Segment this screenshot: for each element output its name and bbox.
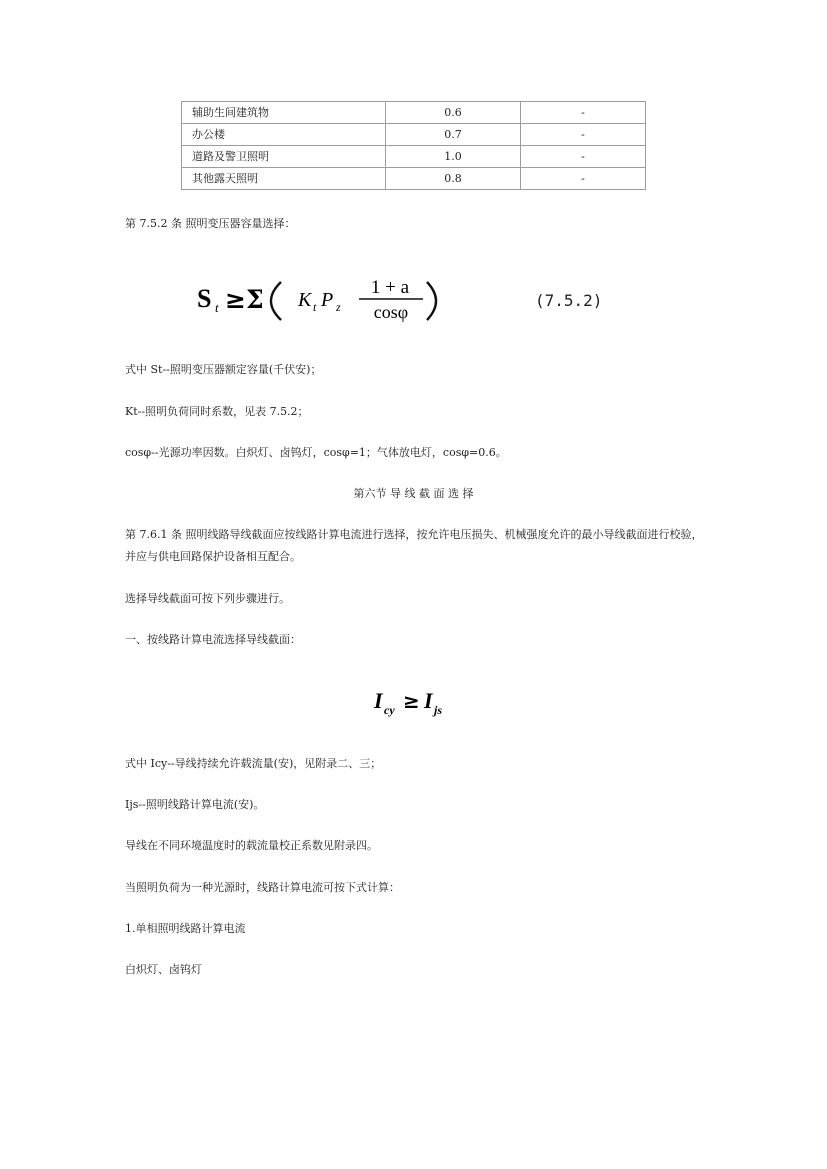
equation-number: (7.5.2) (535, 291, 603, 310)
table-row (182, 168, 646, 190)
formula-i1-subscript: cy (384, 703, 395, 717)
table-cell-extra: - (521, 168, 646, 190)
coefficient-table-body (182, 102, 646, 190)
table-cell-name: 辅助生间建筑物 (182, 102, 386, 124)
item-1: 1.单相照明线路计算电流 (125, 922, 246, 935)
formula-p-symbol: P (321, 289, 334, 311)
table-cell-name: 道路及警卫照明 (182, 146, 386, 168)
formula-relation: ≥Σ (225, 285, 264, 314)
coefficient-table (181, 101, 646, 190)
table-cell-extra: - (521, 146, 646, 168)
table-cell-name: 办公楼 (182, 124, 386, 146)
definition-kt: Kt--照明负荷同时系数，见表 7.5.2； (125, 405, 309, 418)
formula-7-5-2 (195, 268, 455, 328)
formula-i2-symbol: I (424, 688, 433, 713)
table-row (182, 102, 646, 124)
definition-cos: cosφ--光源功率因数。白炽灯、卤钨灯，cosφ=1；气体放电灯，cosφ=0.6。 (125, 446, 507, 459)
table-cell-value: 1.0 (386, 146, 521, 168)
table-cell-value: 0.7 (386, 124, 521, 146)
formula-p-subscript: z (336, 300, 341, 314)
article-7-5-2: 第 7.5.2 条 照明变压器容量选择： (125, 217, 296, 230)
lamp-type: 白炽灯、卤钨灯 (125, 963, 202, 976)
formula-denominator: cosφ (373, 302, 409, 322)
table-row (182, 146, 646, 168)
single-source-note: 当照明负荷为一种光源时，线路计算电流可按下式计算： (125, 881, 400, 894)
formula-i2-subscript: js (434, 703, 443, 717)
formula-s-symbol: S (197, 284, 212, 313)
section-title: 第六节 导 线 截 面 选 择 (353, 487, 474, 500)
formula-s-subscript: t (215, 300, 219, 315)
left-paren-icon (271, 282, 281, 320)
formula-k-symbol: K (298, 289, 312, 311)
definition-ijs: Ijs--照明线路计算电流(安)。 (125, 798, 265, 811)
article-7-6-1: 第 7.6.1 条 照明线路导线截面应按线路计算电流进行选择，按允许电压损失、机械强度允许的最小导线截面进行校验，并应与供电回路保护设备相互配合。 (125, 528, 703, 563)
table-cell-extra: - (521, 102, 646, 124)
steps-intro: 选择导线截面可按下列步骤进行。 (125, 592, 290, 605)
temperature-note: 导线在不同环境温度时的载流量校正系数见附录四。 (125, 839, 378, 852)
table-cell-extra: - (521, 124, 646, 146)
table-cell-value: 0.8 (386, 168, 521, 190)
formula-icy-ijs (372, 684, 472, 724)
formula-i1-symbol: I (374, 688, 383, 713)
table-row (182, 124, 646, 146)
formula-k-subscript: t (313, 300, 317, 314)
step-one: 一、按线路计算电流选择导线截面： (125, 633, 301, 646)
table-cell-name: 其他露天照明 (182, 168, 386, 190)
definition-icy: 式中 Icy--导线持续允许载流量(安)，见附录二、三； (125, 757, 382, 770)
formula-numerator: 1 + a (370, 277, 410, 298)
definition-st: 式中 St--照明变压器额定容量(千伏安)； (125, 363, 322, 376)
table-cell-value: 0.6 (386, 102, 521, 124)
right-paren-icon (427, 282, 436, 320)
formula2-relation: ≥ (403, 689, 420, 713)
